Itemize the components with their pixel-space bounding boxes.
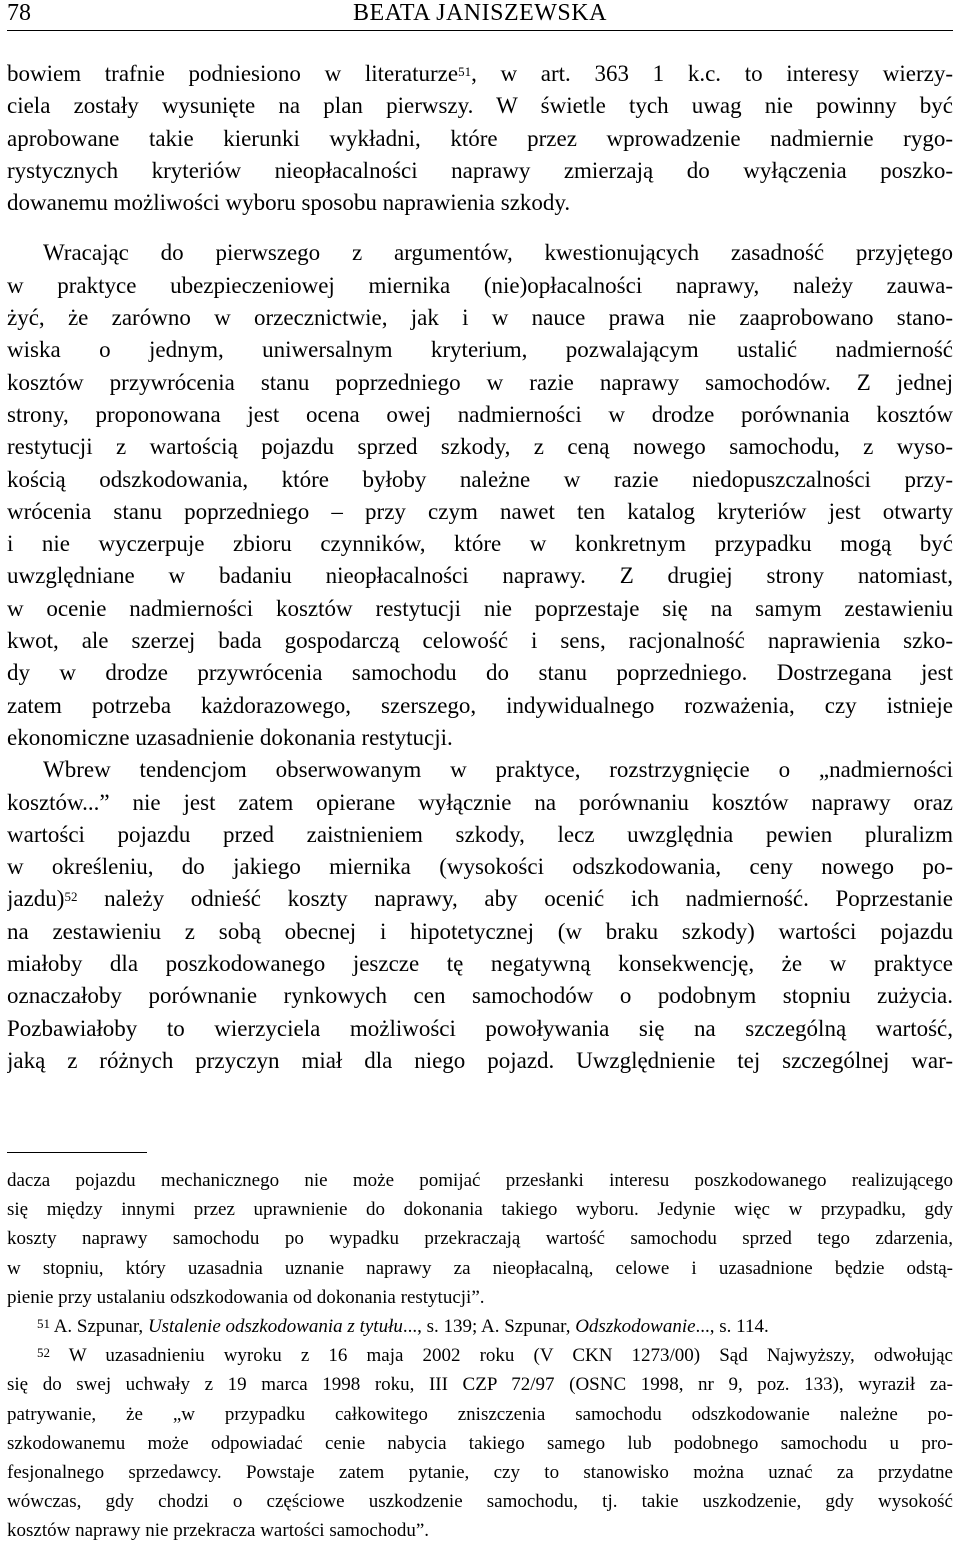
footnote-continuation	[7, 1166, 953, 1312]
text-line: bowiem trafnie podniesiono w literaturze$^{51}$, w art. 363 1 k.c. to interesy wierzy-	[7, 61, 953, 86]
footnote-line: $^{51}$ A. Szpunar, Ustalenie odszkodowania z tytułu..., s. 139; A. Szpunar, Odszkodowanie..., s. 114.	[37, 1316, 769, 1338]
paragraph-2	[7, 237, 953, 754]
footnote-line: się do swej uchwały z 19 marca 1998 roku, III CZP 72/97 (OSNC 1998, nr 9, poz. 133), wyraził za-	[7, 1374, 953, 1396]
page-header	[7, 0, 953, 31]
text-line: dowanemu możliwości wyboru sposobu naprawienia szkody.	[7, 190, 571, 216]
text-line: aprobowane takie kierunki wykładni, które przez wprowadzenie nadmiernie rygo-	[7, 125, 953, 151]
footnote-line: szkodowanemu może odpowiadać cenie nabycia takiego samego lub podobnego samochodu u pro-	[7, 1432, 953, 1454]
footnote-51	[7, 1312, 953, 1341]
text-line: na zestawieniu z sobą obecnej i hipotetycznej (w braku szkody) wartości pojazdu	[7, 918, 953, 944]
footnote-line: pienie przy ustalaniu odszkodowania od dokonania restytucji”.	[7, 1286, 485, 1308]
text-line: strony, proponowana jest ocena owej nadmierności w drodze porównania kosztów	[7, 401, 953, 427]
text-line: kosztów przywrócenia stanu poprzedniego w razie naprawy samochodów. Z jednej	[7, 369, 953, 395]
footnote-line: się między innymi przez uprawnienie do dokonania takiego wyboru. Jedynie więc w przypadku, gdy	[7, 1199, 953, 1221]
footnote-ref-52: 52	[64, 889, 78, 905]
footnote-marker: 52	[37, 1345, 50, 1361]
text-line: ekonomiczne uzasadnienie dokonania restytucji.	[7, 724, 453, 750]
text-line: Wbrew tendencjom obserwowanym w praktyce, rozstrzygnięcie o „nadmierności	[43, 757, 953, 783]
text-line: Wracając do pierwszego z argumentów, kwestionujących zasadność przyjętego	[43, 240, 953, 266]
text-line: w ocenie nadmierności kosztów restytucji nie poprzestaje się na samym zestawieniu	[7, 595, 953, 621]
text-line: jazdu)$^{52}$ należy odnieść koszty naprawy, aby ocenić ich nadmierność. Poprzestanie	[7, 886, 953, 912]
text-line: kosztów...” nie jest zatem opierane wyłącznie na porównaniu kosztów naprawy oraz	[7, 789, 953, 815]
footnote-line: wówczas, gdy chodzi o częściowe uszkodzenie samochodu, tj. takie uszkodzenie, gdy wysokość	[7, 1491, 953, 1513]
cited-title: Odszkodowanie	[575, 1316, 696, 1338]
main-text	[7, 58, 953, 1077]
text-line: jaką z różnych przyczyn miał dla niego pojazd. Uwzględnienie tej szczególnej war-	[7, 1047, 953, 1073]
text-line: ciela zostały wysunięte na plan pierwszy. W świetle tych uwag nie powinny być	[7, 93, 953, 119]
footnote-line: patrywanie, że „w przypadku całkowitego zniszczenia samochodu odszkodowanie należne po-	[7, 1403, 953, 1425]
text-line: restytucji z wartością pojazdu sprzed szkody, z ceną nowego samochodu, z wyso-	[7, 434, 953, 460]
cited-title: Ustalenie odszkodowania z tytułu	[147, 1316, 403, 1338]
paragraph-3	[7, 754, 953, 1077]
text-line: w praktyce ubezpieczeniowej miernika (nie)opłacalności naprawy, należy zauwa-	[7, 272, 953, 298]
footnote-line: koszty naprawy samochodu po wypadku przekraczają wartość samochodu sprzed tego zdarzenia,	[7, 1228, 953, 1250]
footnote-line: fesjonalnego sprzedawcy. Powstaje zatem pytanie, czy to stanowisko można uznać za przydatne	[7, 1462, 953, 1484]
footnote-line: dacza pojazdu mechanicznego nie może pomijać przesłanki interesu poszkodowanego realizującego	[7, 1170, 953, 1191]
footnote-divider	[7, 1152, 147, 1153]
footnote-line: w stopniu, który uzasadnia uznanie naprawy za nieopłacalną, celowe i uzasadnione będzie odstą-	[7, 1257, 953, 1279]
footnote-ref-51: 51	[458, 64, 472, 79]
footnote-line: $^{52}$ W uzasadnieniu wyroku z 16 maja 2002 roku (V CKN 1273/00) Sąd Najwyższy, odwołując	[37, 1345, 953, 1367]
text-line: wiska o jednym, uniwersalnym kryterium, pozwalającym ustalić nadmierność	[7, 337, 953, 363]
text-line: kwot, ale szerzej bada gospodarczą celowość i sens, racjonalność naprawienia szko-	[7, 628, 953, 654]
text-line: zatem potrzeba każdorazowego, szerszego, indywidualnego rozważenia, czy istnieje	[7, 692, 953, 718]
text-line: oznaczałoby porównanie rynkowych cen samochodów o podobnym stopniu zużycia.	[7, 983, 953, 1009]
text-line: Pozbawiałoby to wierzyciela możliwości powoływania się na szczególną wartość,	[7, 1015, 953, 1041]
paragraph-1	[7, 58, 953, 219]
running-head: BEATA JANISZEWSKA	[353, 0, 607, 26]
text-line: dy w drodze przywrócenia samochodu do stanu poprzedniego. Dostrzegana jest	[7, 660, 953, 686]
text-line: w określeniu, do jakiego miernika (wysokości odszkodowania, ceny nowego po-	[7, 854, 953, 880]
footnote-marker: 51	[37, 1316, 50, 1332]
text-line: wartości pojazdu przed zaistnieniem szkody, lecz uwzględnia pewien pluralizm	[7, 821, 953, 847]
footnote-line: kosztów naprawy nie przekracza wartości samochodu”.	[7, 1520, 430, 1542]
text-line: miałoby dla poszkodowanego jeszcze tę negatywną konsekwencję, że w praktyce	[7, 951, 953, 977]
page-number: 78	[7, 0, 31, 26]
text-line: rystycznych kryteriów nieopłacalności naprawy zmierzają do wyłączenia poszko-	[7, 157, 953, 183]
text-line: i nie wyczerpuje zbioru czynników, które w konkretnym przypadku mogą być	[7, 531, 953, 557]
text-line: kością odszkodowania, które byłoby należne w razie niedopuszczalności przy-	[7, 466, 953, 492]
footnote-52	[7, 1341, 953, 1545]
text-line: żyć, że zarówno w orzecznictwie, jak i w nauce prawa nie zaaprobowano stano-	[7, 305, 953, 331]
footnotes	[7, 1166, 953, 1546]
text-line: wrócenia stanu poprzedniego – przy czym nawet ten katalog kryteriów jest otwarty	[7, 498, 953, 524]
text-line: uwzględniane w badaniu nieopłacalności naprawy. Z drugiej strony natomiast,	[7, 563, 953, 589]
